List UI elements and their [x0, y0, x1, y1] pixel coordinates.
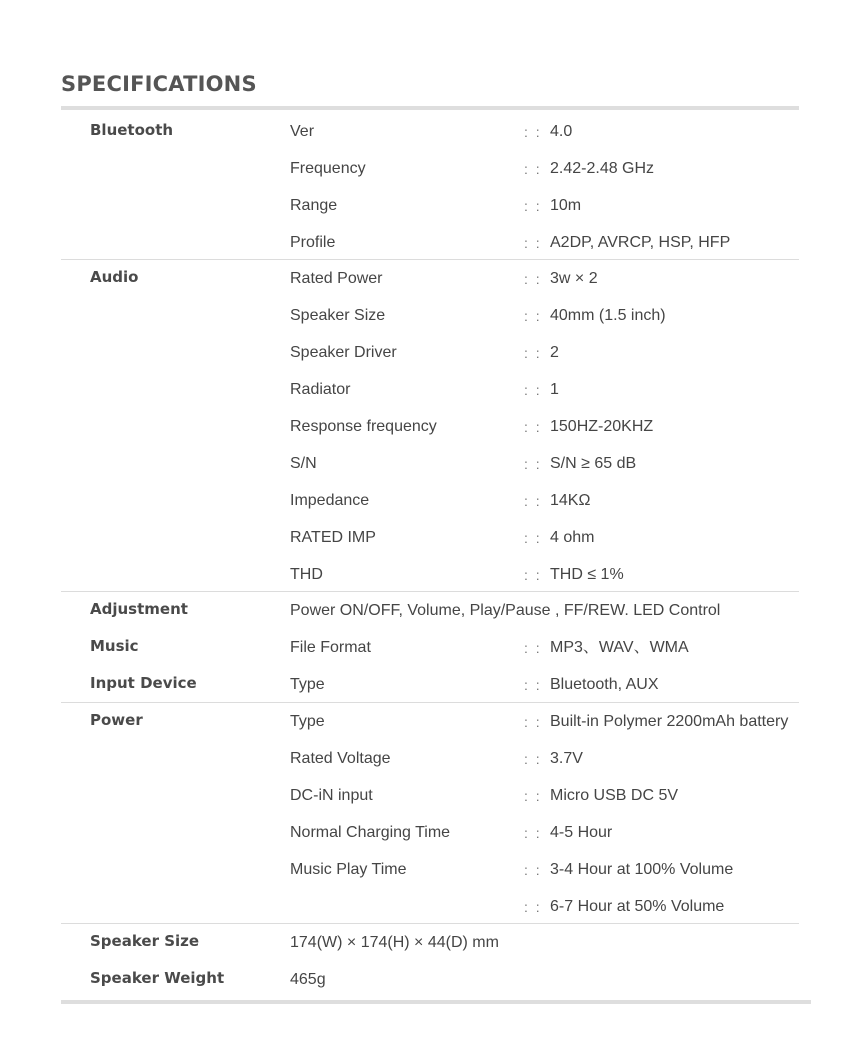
spec-row [0, 602, 860, 639]
spec-key: Ver [290, 123, 315, 140]
section-label: Audio [90, 268, 139, 286]
spec-value: Micro USB DC 5V [550, 787, 679, 804]
spec-key: Music Play Time [290, 861, 407, 878]
spec-value: 174(W) × 174(H) × 44(D) mm [290, 934, 499, 951]
spec-key: THD [290, 566, 323, 583]
spec-value: 3.7V [550, 750, 583, 767]
spec-value: 465g [290, 971, 326, 988]
spec-row [0, 381, 860, 418]
spec-value: 2.42-2.48 GHz [550, 160, 655, 177]
section-divider [61, 923, 799, 924]
separator: : : [524, 198, 542, 214]
spec-key: S/N [290, 455, 317, 472]
spec-key: DC-iN input [290, 787, 373, 804]
spec-value: 14KΩ [550, 492, 591, 509]
spec-row [0, 455, 860, 492]
separator: : : [524, 419, 542, 435]
separator: : : [524, 825, 542, 841]
spec-row [0, 934, 860, 971]
separator: : : [524, 530, 542, 546]
section-divider [61, 259, 799, 260]
separator: : : [524, 714, 542, 730]
spec-value: 10m [550, 197, 582, 214]
spec-key: RATED IMP [290, 529, 376, 546]
spec-row [0, 123, 860, 160]
spec-row [0, 344, 860, 381]
section-label: Input Device [90, 674, 197, 692]
spec-value: 4.0 [550, 123, 573, 140]
header-divider [61, 106, 799, 110]
spec-row [0, 861, 860, 898]
section-label: Speaker Size [90, 932, 200, 950]
spec-row [0, 750, 860, 787]
spec-value: 40mm (1.5 inch) [550, 307, 666, 324]
spec-value: THD ≤ 1% [550, 566, 624, 583]
spec-row [0, 639, 860, 676]
separator: : : [524, 308, 542, 324]
spec-row [0, 270, 860, 307]
section-divider [61, 591, 799, 592]
separator: : : [524, 124, 542, 140]
section-divider [61, 702, 799, 703]
spec-row [0, 566, 860, 603]
separator: : : [524, 161, 542, 177]
spec-value: 6-7 Hour at 50% Volume [550, 898, 725, 915]
spec-row [0, 160, 860, 197]
spec-key: Impedance [290, 492, 370, 509]
spec-key: File Format [290, 639, 371, 656]
spec-key: Speaker Size [290, 307, 386, 324]
spec-row [0, 824, 860, 861]
spec-key: Rated Power [290, 270, 383, 287]
page-title: SPECIFICATIONS [61, 72, 257, 96]
spec-key: Profile [290, 234, 336, 251]
separator: : : [524, 862, 542, 878]
spec-value: 4 ohm [550, 529, 595, 546]
spec-key: Rated Voltage [290, 750, 391, 767]
separator: : : [524, 899, 542, 915]
spec-row [0, 307, 860, 344]
spec-value: A2DP, AVRCP, HSP, HFP [550, 234, 731, 251]
spec-key: Speaker Driver [290, 344, 397, 361]
spec-key: Type [290, 676, 325, 693]
spec-key: Response frequency [290, 418, 437, 435]
spec-row [0, 529, 860, 566]
section-label: Bluetooth [90, 121, 174, 139]
spec-row [0, 234, 860, 271]
spec-row [0, 898, 860, 935]
spec-value: 3-4 Hour at 100% Volume [550, 861, 734, 878]
spec-value: S/N ≥ 65 dB [550, 455, 637, 472]
spec-row [0, 197, 860, 234]
spec-key: Frequency [290, 160, 366, 177]
section-label: Adjustment [90, 600, 188, 618]
separator: : : [524, 235, 542, 251]
spec-value: Built-in Polymer 2200mAh battery [550, 713, 789, 730]
footer-divider [61, 1000, 811, 1004]
spec-value: 4-5 Hour [550, 824, 613, 841]
separator: : : [524, 567, 542, 583]
spec-value: Power ON/OFF, Volume, Play/Pause , FF/REW. LED Control [290, 602, 721, 619]
spec-row [0, 787, 860, 824]
section-label: Speaker Weight [90, 969, 225, 987]
spec-value: 2 [550, 344, 559, 361]
separator: : : [524, 456, 542, 472]
section-label: Power [90, 711, 143, 729]
spec-key: Type [290, 713, 325, 730]
spec-value: MP3、WAV、WMA [550, 639, 689, 656]
spec-value: 1 [550, 381, 559, 398]
spec-value: 3w × 2 [550, 270, 598, 287]
section-label: Music [90, 637, 139, 655]
spec-key: Normal Charging Time [290, 824, 451, 841]
spec-row [0, 713, 860, 750]
separator: : : [524, 640, 542, 656]
spec-key: Radiator [290, 381, 351, 398]
spec-row [0, 676, 860, 713]
separator: : : [524, 271, 542, 287]
spec-value: Bluetooth, AUX [550, 676, 659, 693]
separator: : : [524, 788, 542, 804]
separator: : : [524, 345, 542, 361]
separator: : : [524, 382, 542, 398]
spec-value: 150HZ-20KHZ [550, 418, 654, 435]
separator: : : [524, 751, 542, 767]
spec-row [0, 492, 860, 529]
separator: : : [524, 493, 542, 509]
spec-key: Range [290, 197, 338, 214]
separator: : : [524, 677, 542, 693]
spec-row [0, 418, 860, 455]
